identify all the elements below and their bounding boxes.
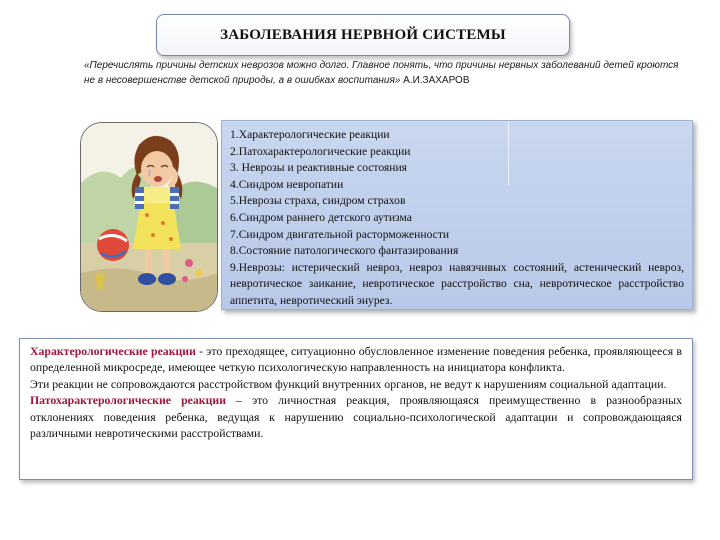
term-pathocharacterological: Патохарактерологические реакции xyxy=(30,393,226,408)
list-item: 3. Неврозы и реактивные состояния xyxy=(230,161,407,175)
list-divider xyxy=(508,121,509,185)
term-characterological: Характерологические реакции xyxy=(30,344,196,358)
definitions-box xyxy=(19,338,693,480)
slide-title xyxy=(156,14,570,56)
list-item: 6.Синдром раннего детского аутизма xyxy=(230,210,412,224)
list-item: 8.Состояние патологического фантазирования xyxy=(230,244,459,258)
crying-girl-picture xyxy=(81,123,217,311)
quote-text: «Перечислять причины детских неврозов можно долго. Главное понять, что причины нервных заболеваний детей кроются не в несовершенстве детской природы, а в ошибках воспитания» xyxy=(84,60,679,86)
definition-text: – это личностная реакция, проявляющаяся преимущественно в разнообразных отклонениях поведения ребенка, ведущая к нарушению социально-психологической адаптации и сопровождающаяся различными невротическими расстройствами. xyxy=(30,393,682,441)
list-item: 2.Патохарактерологические реакции xyxy=(230,144,411,158)
list-item: 5.Неврозы страха, синдром страхов xyxy=(230,194,406,208)
definition-note: Эти реакции не сопровождаются расстройством функций внутренних органов, не ведут к нарушениям социальной адаптации. xyxy=(30,376,667,391)
list-item: 9.Неврозы: истерический невроз, невроз навязчивых состояний, астенический невроз, невротическое заикание, невротическое расстройство сна, невротическое расстройство аппетита, невротический энурез. xyxy=(230,260,684,307)
quote-author: А.И.ЗАХАРОВ xyxy=(403,75,470,86)
crying-girl-illustration xyxy=(80,122,218,312)
disorders-list xyxy=(221,120,693,310)
list-item: 7.Синдром двигательной расторможенности xyxy=(230,227,450,241)
epigraph-quote xyxy=(84,58,686,88)
definition-characterological xyxy=(30,343,682,376)
definition-pathocharacterological xyxy=(30,392,682,441)
list-item: 4.Синдром невропатии xyxy=(230,177,344,191)
list-item: 1.Характерологические реакции xyxy=(230,128,390,141)
slide-title-text: ЗАБОЛЕВАНИЯ НЕРВНОЙ СИСТЕМЫ xyxy=(220,26,506,43)
definition-text: - это преходящее, ситуационно обусловленное изменение поведения ребенка, проявляющееся в определенной микросреде, имеющее четкую психологическую направленность на инициатора конфликта. xyxy=(30,344,682,375)
